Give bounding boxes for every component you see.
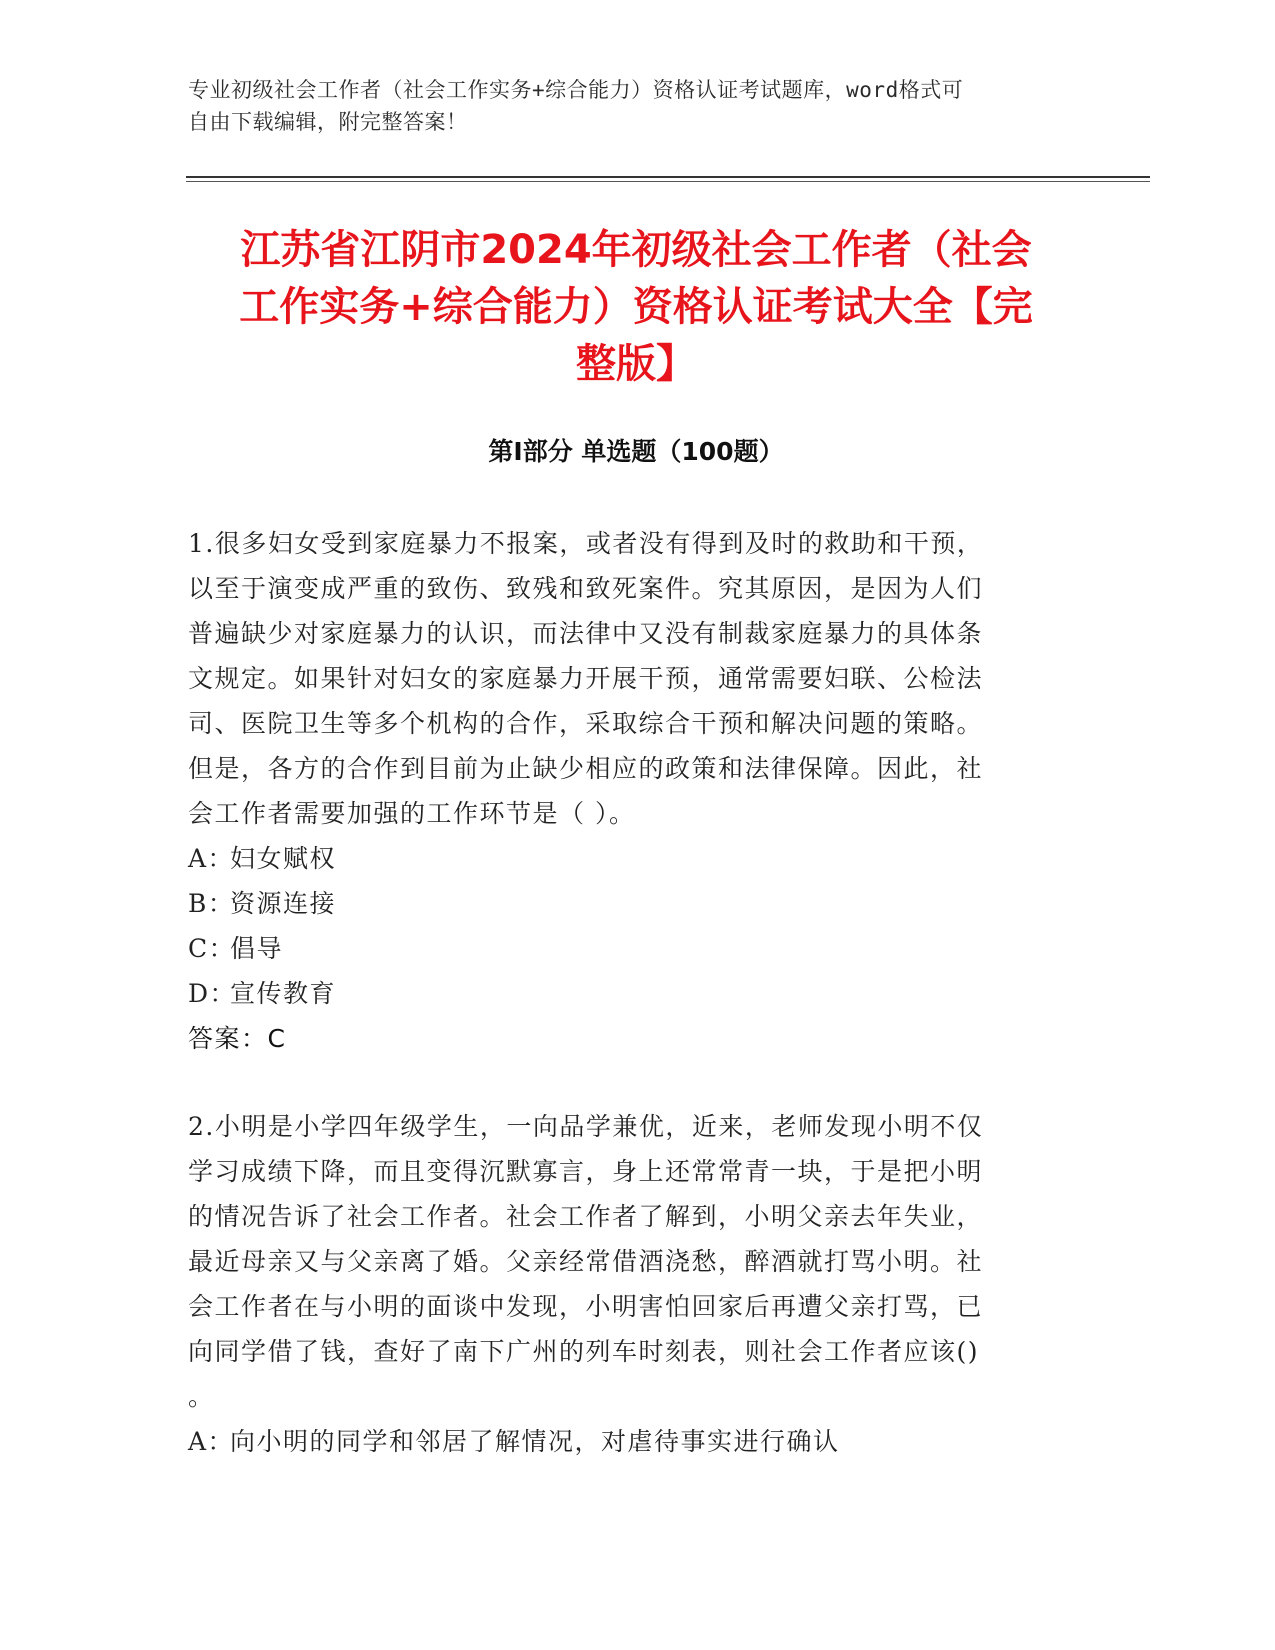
document-title-line: 整版】 (576, 341, 696, 387)
question-stem-line: 。 (188, 1382, 215, 1411)
question-stem-line: 以至于演变成严重的致伤、致残和致死案件。究其原因，是因为人们 (188, 574, 984, 603)
header-divider-thin (186, 181, 1150, 182)
header-note (188, 74, 1078, 138)
option-letter: C： (188, 934, 236, 963)
question-stem-line: 会工作者在与小明的面谈中发现，小明害怕回家后再遭父亲打骂，已 (188, 1292, 984, 1321)
option-text: 资源连接 (230, 889, 337, 918)
option-text: 倡导 (230, 934, 284, 963)
option-letter: A： (188, 1427, 235, 1456)
option-a (188, 1419, 1063, 1464)
question-stem-line: 普遍缺少对家庭暴力的认识，而法律中又没有制裁家庭暴力的具体条 (188, 619, 984, 648)
option-text: 向小明的同学和邻居了解情况，对虐待事实进行确认 (230, 1427, 840, 1456)
question-stem-line: 会工作者需要加强的工作环节是（ ）。 (188, 799, 636, 828)
option-b (188, 881, 1063, 926)
section-heading: 第Ⅰ部分 单选题（100题） (488, 437, 784, 466)
option-letter: D： (188, 979, 237, 1008)
document-title (186, 222, 1086, 393)
option-a (188, 836, 1063, 881)
option-text: 妇女赋权 (230, 844, 337, 873)
question-stem (188, 521, 1063, 836)
question-stem-line: 但是，各方的合作到目前为止缺少相应的政策和法律保障。因此，社 (188, 754, 984, 783)
question-stem-line: 的情况告诉了社会工作者。社会工作者了解到，小明父亲去年失业， (188, 1202, 984, 1231)
header-note-line: 专业初级社会工作者（社会工作实务+综合能力）资格认证考试题库，word格式可 (188, 78, 964, 102)
question-stem (188, 1104, 1063, 1419)
question-stem-line: 2.小明是小学四年级学生，一向品学兼优，近来，老师发现小明不仅 (188, 1112, 984, 1141)
option-d (188, 971, 1063, 1016)
question-stem-line: 1.很多妇女受到家庭暴力不报案，或者没有得到及时的救助和干预， (188, 529, 984, 558)
header-divider-thick (186, 176, 1150, 178)
question-stem-line: 学习成绩下降，而且变得沉默寡言，身上还常常青一块，于是把小明 (188, 1157, 984, 1186)
question-stem-line: 最近母亲又与父亲离了婚。父亲经常借酒浇愁，醉酒就打骂小明。社 (188, 1247, 984, 1276)
option-letter: B： (188, 889, 235, 918)
option-text: 宣传教育 (230, 979, 337, 1008)
document-title-line: 江苏省江阴市2024年初级社会工作者（社会 (240, 227, 1032, 273)
option-c (188, 926, 1063, 971)
answer-line: 答案：C (188, 1024, 287, 1053)
option-letter: A： (188, 844, 235, 873)
document-title-line: 工作实务+综合能力）资格认证考试大全【完 (239, 284, 1033, 330)
question-1 (188, 521, 1063, 1061)
header-note-line: 自由下载编辑，附完整答案！ (188, 110, 468, 134)
question-stem-line: 文规定。如果针对妇女的家庭暴力开展干预，通常需要妇联、公检法 (188, 664, 984, 693)
question-2 (188, 1104, 1063, 1464)
question-stem-line: 司、医院卫生等多个机构的合作，采取综合干预和解决问题的策略。 (188, 709, 984, 738)
question-stem-line: 向同学借了钱，查好了南下广州的列车时刻表，则社会工作者应该() (188, 1337, 980, 1366)
